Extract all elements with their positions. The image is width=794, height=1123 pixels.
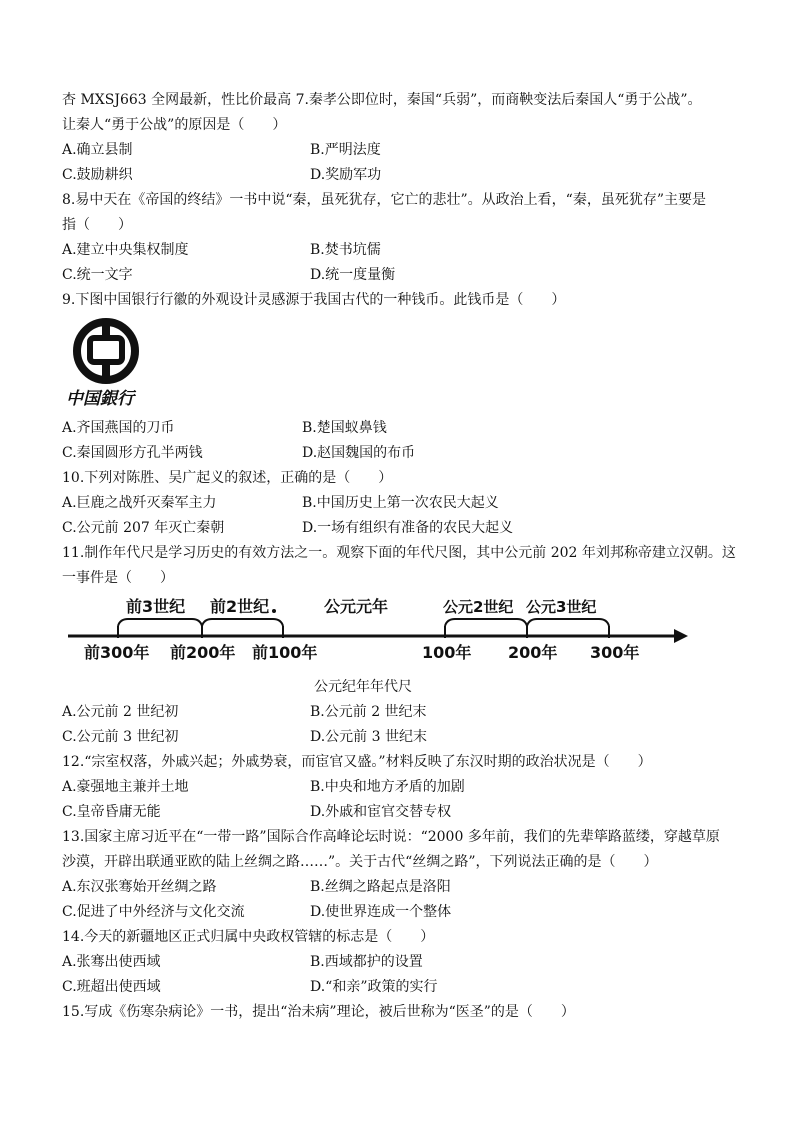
timeline-dot [272, 609, 276, 613]
q8-option-d: D.统一度量衡 [310, 267, 396, 283]
q14-option-a: A.张骞出使西域 [62, 954, 161, 970]
q8-option-a: A.建立中央集权制度 [62, 242, 189, 258]
bracket-3rd-ad [527, 619, 609, 626]
bottom-label-3: 前100年 [252, 643, 318, 662]
bracket-2nd-bc [202, 619, 283, 626]
bottom-label-6: 300年 [590, 643, 640, 662]
q7-option-a: A.确立县制 [62, 142, 133, 158]
bank-logo-text: 中国銀行 [66, 389, 134, 409]
q8-stem: 8.易中天在《帝国的终结》一书中说“秦，虽死犹存，它亡的悲壮”。从政治上看，“秦，虽死犹存”主要是 [62, 192, 706, 208]
q10-option-b: B.中国历史上第一次农民大起义 [302, 495, 499, 511]
q13-stem-cont: 沙漠，开辟出联通亚欧的陆上丝绸之路……”。关于古代“丝绸之路”，下列说法正确的是（ ） [62, 854, 658, 870]
bank-of-china-logo [62, 318, 152, 410]
bracket-3rd-bc [118, 619, 202, 626]
q11-option-d: D.公元前 3 世纪末 [310, 729, 427, 745]
timeline-caption: 公元纪年年代尺 [314, 679, 412, 695]
q9-option-d: D.赵国魏国的布币 [302, 445, 416, 461]
q11-stem-cont: 一事件是（ ） [62, 570, 174, 586]
q11-option-a: A.公元前 2 世纪初 [62, 704, 179, 720]
q12-option-a: A.豪强地主兼并土地 [62, 779, 189, 795]
timeline-arrow-icon [674, 629, 688, 643]
q8-option-c: C.统一文字 [62, 267, 133, 283]
q7-option-c: C.鼓励耕织 [62, 167, 133, 183]
top-label-3: 公元元年 [324, 597, 389, 616]
q11-stem: 11.制作年代尺是学习历史的有效方法之一。观察下面的年代尺图，其中公元前 202 年刘邦称帝建立汉朝。这 [62, 545, 736, 561]
bottom-label-5: 200年 [508, 643, 558, 662]
bank-of-china-emblem-icon [62, 318, 152, 410]
q13-option-a: A.东汉张骞始开丝绸之路 [62, 879, 217, 895]
q14-stem: 14.今天的新疆地区正式归属中央政权管辖的标志是（ ） [62, 929, 435, 945]
q7-option-d: D.奖励军功 [310, 167, 382, 183]
q10-stem: 10.下列对陈胜、吴广起义的叙述，正确的是（ ） [62, 470, 393, 486]
q8-stem-cont: 指（ ） [62, 217, 132, 233]
bracket-2nd-ad [445, 619, 527, 626]
bottom-label-1: 前300年 [84, 643, 150, 662]
q14-option-d: D.“和亲”政策的实行 [310, 979, 438, 995]
timeline-figure [62, 592, 692, 672]
q12-option-c: C.皇帝昏庸无能 [62, 804, 161, 820]
q7-option-b: B.严明法度 [310, 142, 381, 158]
q13-option-b: B.丝绸之路起点是洛阳 [310, 879, 451, 895]
q13-option-d: D.使世界连成一个整体 [310, 904, 452, 920]
q14-option-c: C.班超出使西域 [62, 979, 161, 995]
top-label-4: 公元2世纪 [443, 598, 514, 616]
q12-stem: 12.“宗室权落，外戚兴起；外戚势衰，而宦官又盛。”材料反映了东汉时期的政治状况是（ ） [62, 754, 652, 770]
q7-stem: 杏 MXSJ663 全网最新，性比价最高 7.秦孝公即位时，秦国“兵弱”，而商鞅变法后秦国人“勇于公战”。 [62, 92, 702, 108]
q7-stem-cont: 让秦人“勇于公战”的原因是（ ） [62, 117, 287, 133]
q13-stem: 13.国家主席习近平在“一带一路”国际合作高峰论坛时说：“2000 多年前，我们的先辈筚路蓝缕，穿越草原 [62, 829, 720, 845]
q9-option-b: B.楚国蚁鼻钱 [302, 420, 387, 436]
q11-option-c: C.公元前 3 世纪初 [62, 729, 179, 745]
top-label-2: 前2世纪 [210, 597, 270, 616]
top-label-1: 前3世纪 [126, 597, 186, 616]
q11-option-b: B.公元前 2 世纪末 [310, 704, 427, 720]
q13-option-c: C.促进了中外经济与文化交流 [62, 904, 245, 920]
q10-option-c: C.公元前 207 年灭亡秦朝 [62, 520, 225, 536]
q9-option-c: C.秦国圆形方孔半两钱 [62, 445, 203, 461]
q9-option-a: A.齐国燕国的刀币 [62, 420, 175, 436]
timeline-svg [62, 592, 692, 672]
bottom-label-2: 前200年 [170, 643, 236, 662]
q12-option-b: B.中央和地方矛盾的加剧 [310, 779, 465, 795]
bottom-label-4: 100年 [422, 643, 472, 662]
q10-option-d: D.一场有组织有准备的农民大起义 [302, 520, 514, 536]
q9-stem: 9.下图中国银行行徽的外观设计灵感源于我国古代的一种钱币。此钱币是（ ） [62, 292, 566, 308]
q8-option-b: B.焚书坑儒 [310, 242, 381, 258]
q10-option-a: A.巨鹿之战歼灭秦军主力 [62, 495, 217, 511]
q12-option-d: D.外戚和宦官交替专权 [310, 804, 452, 820]
top-label-5: 公元3世纪 [526, 598, 597, 616]
q14-option-b: B.西域都护的设置 [310, 954, 423, 970]
q15-stem: 15.写成《伤寒杂病论》一书，提出“治未病”理论，被后世称为“医圣”的是（ ） [62, 1004, 575, 1020]
